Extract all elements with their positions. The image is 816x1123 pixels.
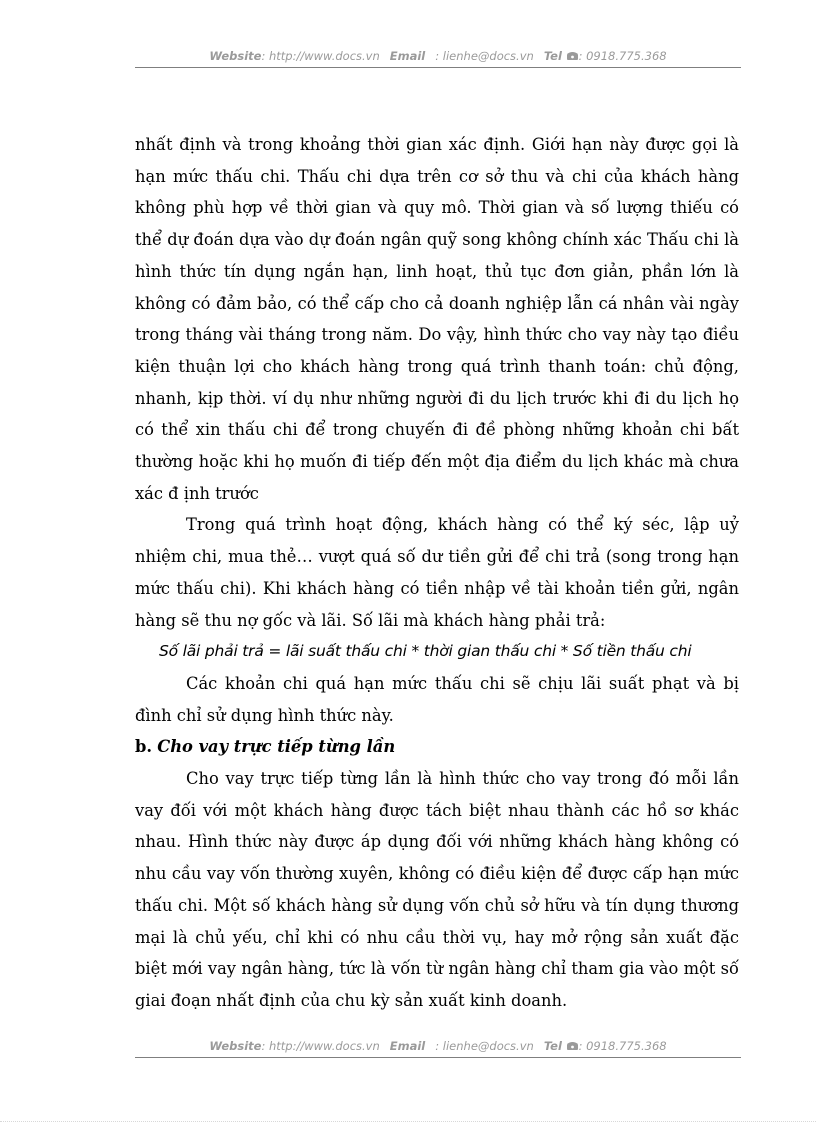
footer-tel-label: Tel [543,1039,562,1053]
interest-formula: Số lãi phải trả = lãi suất thấu chi * thời gian thấu chi * Số tiền thấu chi [159,642,692,661]
header-rule [135,67,741,68]
phone-icon [566,49,579,63]
footer-email-value: : lienhe@docs.vn [435,1039,534,1053]
paragraph-4: Cho vay trực tiếp từng lần là hình thức cho vay trong đó mỗi lần vay đối với một khách hàng được tách biệt nhau thành các hồ sơ khác nhau. Hình thức này được áp dụng đối với những khách hàng không có nhu cầu vay vốn thường xuyên, không có điều kiện để được cấp hạn mức thấu chi. Một số khách hàng sử dụng vốn chủ sở hữu và tín dụng thương mại là chủ yếu, chỉ khi có nhu cầu thời vụ, hay mở rộng sản xuất đặc biệt mới vay ngân hàng, tức là vốn từ ngân hàng chỉ tham gia vào một số giai đoạn nhất định của chu kỳ sản xuất kinh doanh. [135,769,739,1010]
page-header [135,46,741,66]
footer-email-label: Email [389,1039,426,1053]
footer-website-label: Website [209,1039,262,1053]
header-website-value: : http://www.docs.vn [261,49,380,63]
section-heading-prefix: b. [135,737,153,757]
footer-tel-value: : 0918.775.368 [578,1039,667,1053]
footer-rule [135,1057,741,1058]
footer-website-value: : http://www.docs.vn [261,1039,380,1053]
section-heading [135,731,739,763]
page-bottom-edge [0,1121,816,1122]
page-footer [135,1036,741,1056]
section-heading-title: Cho vay trực tiếp từng lần [157,737,396,757]
paragraph-2: Trong quá trình hoạt động, khách hàng có thể ký séc, lập uỷ nhiệm chi, mua thẻ… vượt quá số dư tiền gửi để chi trả (song trong hạn mức thấu chi). Khi khách hàng có tiền nhập về tài khoản tiền gửi, ngân hàng sẽ thu nợ gốc và lãi. Số lãi mà khách hàng phải trả: [135,515,739,630]
paragraph-3: Các khoản chi quá hạn mức thấu chi sẽ chịu lãi suất phạt và bị đình chỉ sử dụng hình thức này. [135,673,739,725]
header-tel-value: : 0918.775.368 [578,49,667,63]
header-email-label: Email [389,49,426,63]
document-body [135,129,739,1017]
phone-icon [566,1039,579,1053]
header-website-label: Website [209,49,262,63]
header-tel-label: Tel [543,49,562,63]
header-email-value: : lienhe@docs.vn [435,49,534,63]
paragraph-1: nhất định và trong khoảng thời gian xác định. Giới hạn này được gọi là hạn mức thấu chi. Thấu chi dựa trên cơ sở thu và chi của khách hàng không phù hợp về thời gian và quy mô. Thời gian và số lượng thiếu có thể dự đoán dựa vào dự đoán ngân quỹ song không chính xác Thấu chi là hình thức tín dụng ngắn hạn, linh hoạt, thủ tục đơn giản, phần lớn là không có đảm bảo, có thể cấp cho cả doanh nghiệp lẫn cá nhân vài ngày trong tháng vài tháng trong năm. Do vậy, hình thức cho vay này tạo điều kiện thuận lợi cho khách hàng trong quá trình thanh toán: chủ động, nhanh, kịp thời. ví dụ như những người đi du lịch trước khi đi du lịch họ có thể xin thấu chi để trong chuyến đi đề phòng những khoản chi bất thường hoặc khi họ muốn đi tiếp đến một địa điểm du lịch khác mà chưa xác đ ịnh trước [135,135,739,503]
